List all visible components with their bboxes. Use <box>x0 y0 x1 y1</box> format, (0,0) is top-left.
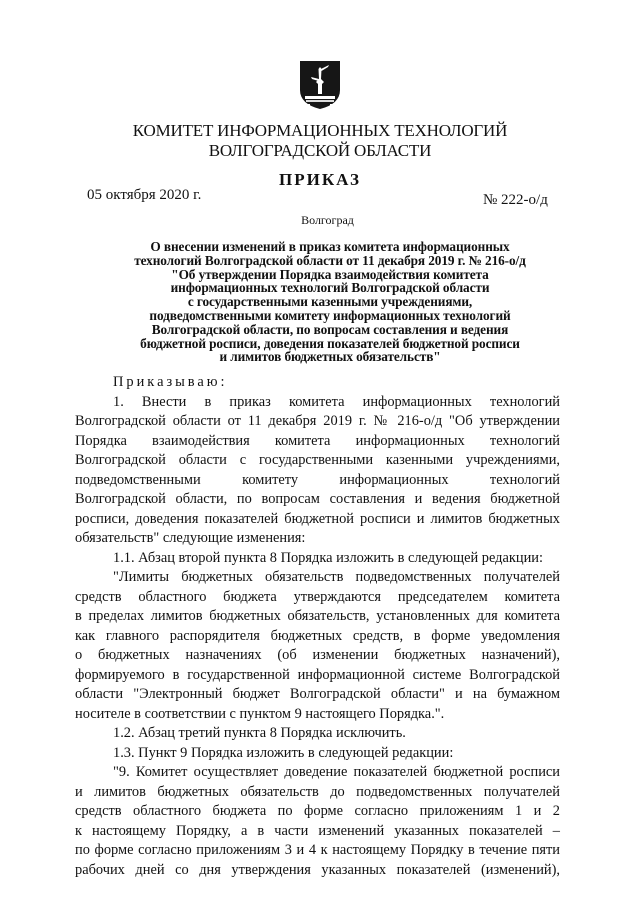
body-line: подведомственными комитету информационных технологий <box>75 471 560 488</box>
body-line: росписи, доведения показателей бюджетной росписи и лимитов бюджетных <box>75 510 560 527</box>
body-line: Волгоградской области, по вопросам составления и ведения бюджетной <box>75 491 560 507</box>
coat-of-arms-icon <box>299 60 341 110</box>
body-line: 1.1. Абзац второй пункта 8 Порядка изложить в следующей редакции: <box>113 549 543 566</box>
organization-name-line-2: ВОЛГОГРАДСКОЙ ОБЛАСТИ <box>208 141 432 160</box>
body-line: средств областного бюджета утверждаются председателем комитета <box>75 588 560 605</box>
body-line: к настоящему Порядку, а в части изменений указанных показателей – <box>75 822 560 839</box>
body-line: как главного распорядителя бюджетных средств, в форме уведомления <box>75 627 560 644</box>
order-keyword: Приказываю: <box>113 374 228 390</box>
body-line: в пределах лимитов бюджетных обязательств, установленных для комитета <box>75 608 560 624</box>
body-line: обязательств" следующие изменения: <box>75 530 306 546</box>
body-line: Волгоградской области от 11 декабря 2019 г. № 216-о/д "Об утверждении <box>75 413 560 429</box>
document-body <box>75 373 560 880</box>
document-date: 05 октября 2020 г. <box>87 187 202 203</box>
title-line: Волгоградской области, по вопросам составления и ведения <box>151 321 509 337</box>
body-line: 1.3. Пункт 9 Порядка изложить в следующей редакции: <box>113 744 454 761</box>
body-line: и лимитов бюджетных обязательств до подведомственных получателей <box>75 783 560 800</box>
document-title <box>80 240 580 364</box>
body-line: Порядка взаимодействия комитета информационных технологий <box>75 432 560 449</box>
body-line: средств областного бюджета по форме согласно приложениям 1 и 2 <box>75 803 560 819</box>
title-line: с государственными казенными учреждениями, <box>187 294 473 310</box>
title-line: информационных технологий Волгоградской области <box>170 280 490 296</box>
body-line: носителе в соответствии с пунктом 9 настоящего Порядка.". <box>75 705 445 722</box>
body-line: по форме согласно приложениям 3 и 4 к настоящему Порядку в течение пяти <box>75 842 560 858</box>
title-line: технологий Волгоградской области от 11 декабря 2019 г. № 216-о/д <box>134 252 526 268</box>
title-line: "Об утверждении Порядка взаимодействия комитета <box>171 266 489 282</box>
body-line: области "Электронный бюджет Волгоградской области" и на бумажном <box>75 686 560 702</box>
document-number: № 222-о/д <box>483 192 548 208</box>
body-line: о бюджетных назначениях (об изменении бюджетных назначений), <box>75 647 560 663</box>
body-line: рабочих дней со дня утверждения указанных показателей (изменений), <box>75 861 560 878</box>
title-line: подведомственными комитету информационных технологий <box>149 307 511 323</box>
body-line: 1. Внести в приказ комитета информационных технологий <box>113 393 560 410</box>
body-line: формируемого в государственной информационной системе Волгоградской <box>75 666 560 683</box>
body-line: Волгоградской области с государственными казенными учреждениями, <box>75 452 560 468</box>
body-line: "9. Комитет осуществляет доведение показателей бюджетной росписи <box>113 764 560 780</box>
organization-name-line-1: КОМИТЕТ ИНФОРМАЦИОННЫХ ТЕХНОЛОГИЙ <box>132 121 508 140</box>
title-line: О внесении изменений в приказ комитета информационных <box>150 239 510 254</box>
body-line: 1.2. Абзац третий пункта 8 Порядка исключить. <box>113 725 406 741</box>
title-line: бюджетной росписи, доведения показателей бюджетной росписи <box>140 335 520 351</box>
document-type: ПРИКАЗ <box>279 170 361 189</box>
document-city: Волгоград <box>301 213 354 227</box>
body-line: "Лимиты бюджетных обязательств подведомственных получателей <box>113 569 560 585</box>
title-line: и лимитов бюджетных обязательств" <box>219 349 441 365</box>
